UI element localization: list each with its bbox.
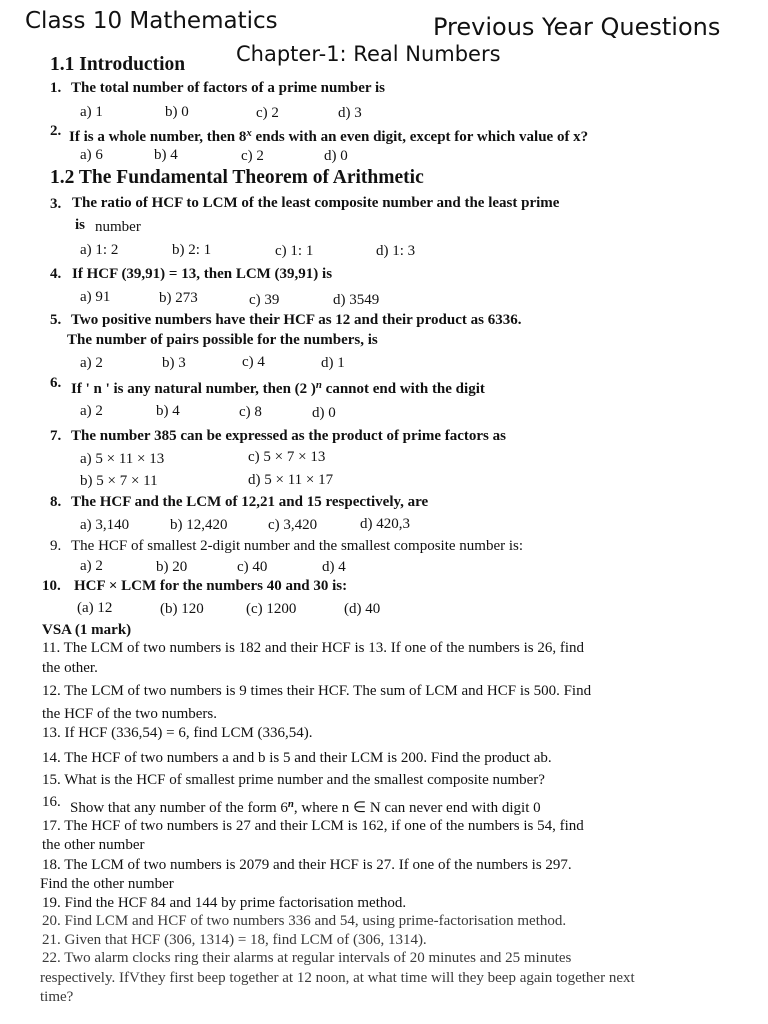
option-c: c) 5 × 7 × 13	[248, 449, 326, 465]
option-d: d) 3	[338, 105, 362, 121]
option-a: a) 5 × 11 × 13	[80, 451, 165, 467]
page-subtitle: Previous Year Questions	[433, 13, 721, 41]
option-a: a) 1	[80, 104, 103, 120]
page-title: Class 10 Mathematics	[25, 8, 278, 34]
question-text: 11. The LCM of two numbers is 182 and their HCF is 13. If one of the numbers is 26, find	[42, 640, 585, 656]
option-d: d) 4	[322, 559, 346, 575]
question-text: If HCF (39,91) = 13, then LCM (39,91) is	[72, 266, 333, 282]
option-a: a) 6	[80, 147, 103, 163]
option-d: d) 5 × 11 × 17	[248, 472, 334, 488]
option-a: a) 91	[80, 289, 111, 305]
option-c: c) 1: 1	[275, 243, 314, 259]
question-number: 1.	[50, 80, 62, 96]
option-d: d) 0	[312, 405, 336, 421]
question-text: The total number of factors of a prime number is	[71, 80, 386, 96]
question-text: 18. The LCM of two numbers is 2079 and their HCF is 27. If one of the numbers is 297.	[42, 857, 572, 873]
question-text: The HCF and the LCM of 12,21 and 15 respectively, are	[71, 494, 429, 510]
option-d: d) 1	[321, 355, 345, 371]
option-c: c) 39	[249, 292, 280, 308]
option-c: c) 40	[237, 559, 268, 575]
question-13: 13. If HCF (336,54) = 6, find LCM (336,54).	[42, 725, 313, 741]
question-text: 22. Two alarm clocks ring their alarms at regular intervals of 20 minutes and 25 minutes	[42, 950, 572, 966]
question-number: 10.	[42, 578, 61, 594]
question-text-cont: is	[75, 217, 86, 233]
question-text: 17. The HCF of two numbers is 27 and their LCM is 162, if one of the numbers is 54, find	[42, 818, 584, 834]
question-number: 6.	[50, 375, 62, 391]
question-21: 21. Given that HCF (306, 1314) = 18, find LCM of (306, 1314).	[42, 932, 427, 948]
question-20: 20. Find LCM and HCF of two numbers 336 and 54, using prime-factorisation method.	[42, 913, 567, 929]
option-b: b) 4	[154, 147, 178, 163]
question-text-cont: The number of pairs possible for the numbers, is	[67, 332, 378, 348]
option-a: a) 2	[80, 355, 103, 371]
question-text: The HCF of smallest 2-digit number and the smallest composite number is:	[71, 538, 524, 554]
option-b: b) 273	[159, 290, 198, 306]
question-text: If ' n ' is any natural number, then (2 )$^n$ cannot end with the digit	[71, 379, 485, 397]
question-15: 15. What is the HCF of smallest prime number and the smallest composite number?	[42, 772, 545, 788]
option-b: b) 0	[165, 104, 189, 120]
option-b: b) 20	[156, 559, 188, 575]
question-text: The ratio of HCF to LCM of the least composite number and the least prime	[72, 195, 560, 211]
option-a: (a) 12	[77, 600, 113, 616]
option-c: c) 4	[242, 354, 265, 370]
chapter-title: Chapter-1: Real Numbers	[236, 42, 501, 66]
option-c: c) 2	[241, 148, 264, 164]
question-number: 2.	[50, 123, 62, 139]
question-number: 4.	[50, 266, 62, 282]
option-a: a) 1: 2	[80, 242, 119, 258]
option-a: a) 2	[80, 403, 103, 419]
option-d: d) 420,3	[360, 516, 410, 532]
option-b: b) 3	[162, 355, 186, 371]
question-text: Two positive numbers have their HCF as 12 and their product as 6336.	[71, 312, 522, 328]
option-a: a) 2	[80, 558, 103, 574]
question-text-cont: respectively. IfVthey first beep together at 12 noon, at what time will they beep again together next	[40, 970, 635, 986]
question-number: 8.	[50, 494, 62, 510]
question-text-cont: the other.	[42, 660, 98, 676]
question-text: 12. The LCM of two numbers is 9 times their HCF. The sum of LCM and HCF is 500. Find	[42, 683, 592, 699]
question-text-cont: Find the other number	[40, 876, 174, 892]
question-number: 3.	[50, 196, 62, 212]
section-heading-introduction: 1.1 Introduction	[50, 54, 186, 75]
option-d: d) 0	[324, 148, 348, 164]
option-c: (c) 1200	[246, 601, 297, 617]
option-b: (b) 120	[160, 601, 204, 617]
question-text-cont: number	[95, 219, 141, 235]
option-d: d) 1: 3	[376, 243, 416, 259]
option-b: b) 12,420	[170, 517, 228, 533]
question-number: 7.	[50, 428, 62, 444]
option-d: (d) 40	[344, 601, 381, 617]
question-text: The number 385 can be expressed as the product of prime factors as	[71, 428, 506, 444]
section-heading-fundamental-theorem: 1.2 The Fundamental Theorem of Arithmetic	[50, 167, 424, 188]
option-c: c) 3,420	[268, 517, 318, 533]
option-d: d) 3549	[333, 292, 380, 308]
question-14: 14. The HCF of two numbers a and b is 5 and their LCM is 200. Find the product ab.	[42, 750, 552, 766]
question-text: If is a whole number, then 8$^x$ ends with an even digit, except for which value of x?	[69, 127, 589, 145]
question-text-cont: the HCF of the two numbers.	[42, 706, 217, 722]
question-number: 9.	[50, 538, 62, 554]
section-heading-vsa: VSA (1 mark)	[42, 622, 132, 638]
question-number: 16.	[42, 794, 61, 810]
question-text-cont: the other number	[42, 837, 145, 853]
option-c: c) 2	[256, 105, 279, 121]
option-a: a) 3,140	[80, 517, 130, 533]
option-b: b) 4	[156, 403, 180, 419]
option-b: b) 2: 1	[172, 242, 212, 258]
option-c: c) 8	[239, 404, 262, 420]
question-text: Show that any number of the form 6$^n$, where n ∈ N can never end with digit 0	[70, 798, 541, 816]
question-text: HCF × LCM for the numbers 40 and 30 is:	[74, 578, 348, 594]
question-19: 19. Find the HCF 84 and 144 by prime factorisation method.	[42, 895, 407, 911]
question-text-cont: time?	[40, 989, 74, 1005]
question-number: 5.	[50, 312, 62, 328]
option-b: b) 5 × 7 × 11	[80, 473, 158, 489]
